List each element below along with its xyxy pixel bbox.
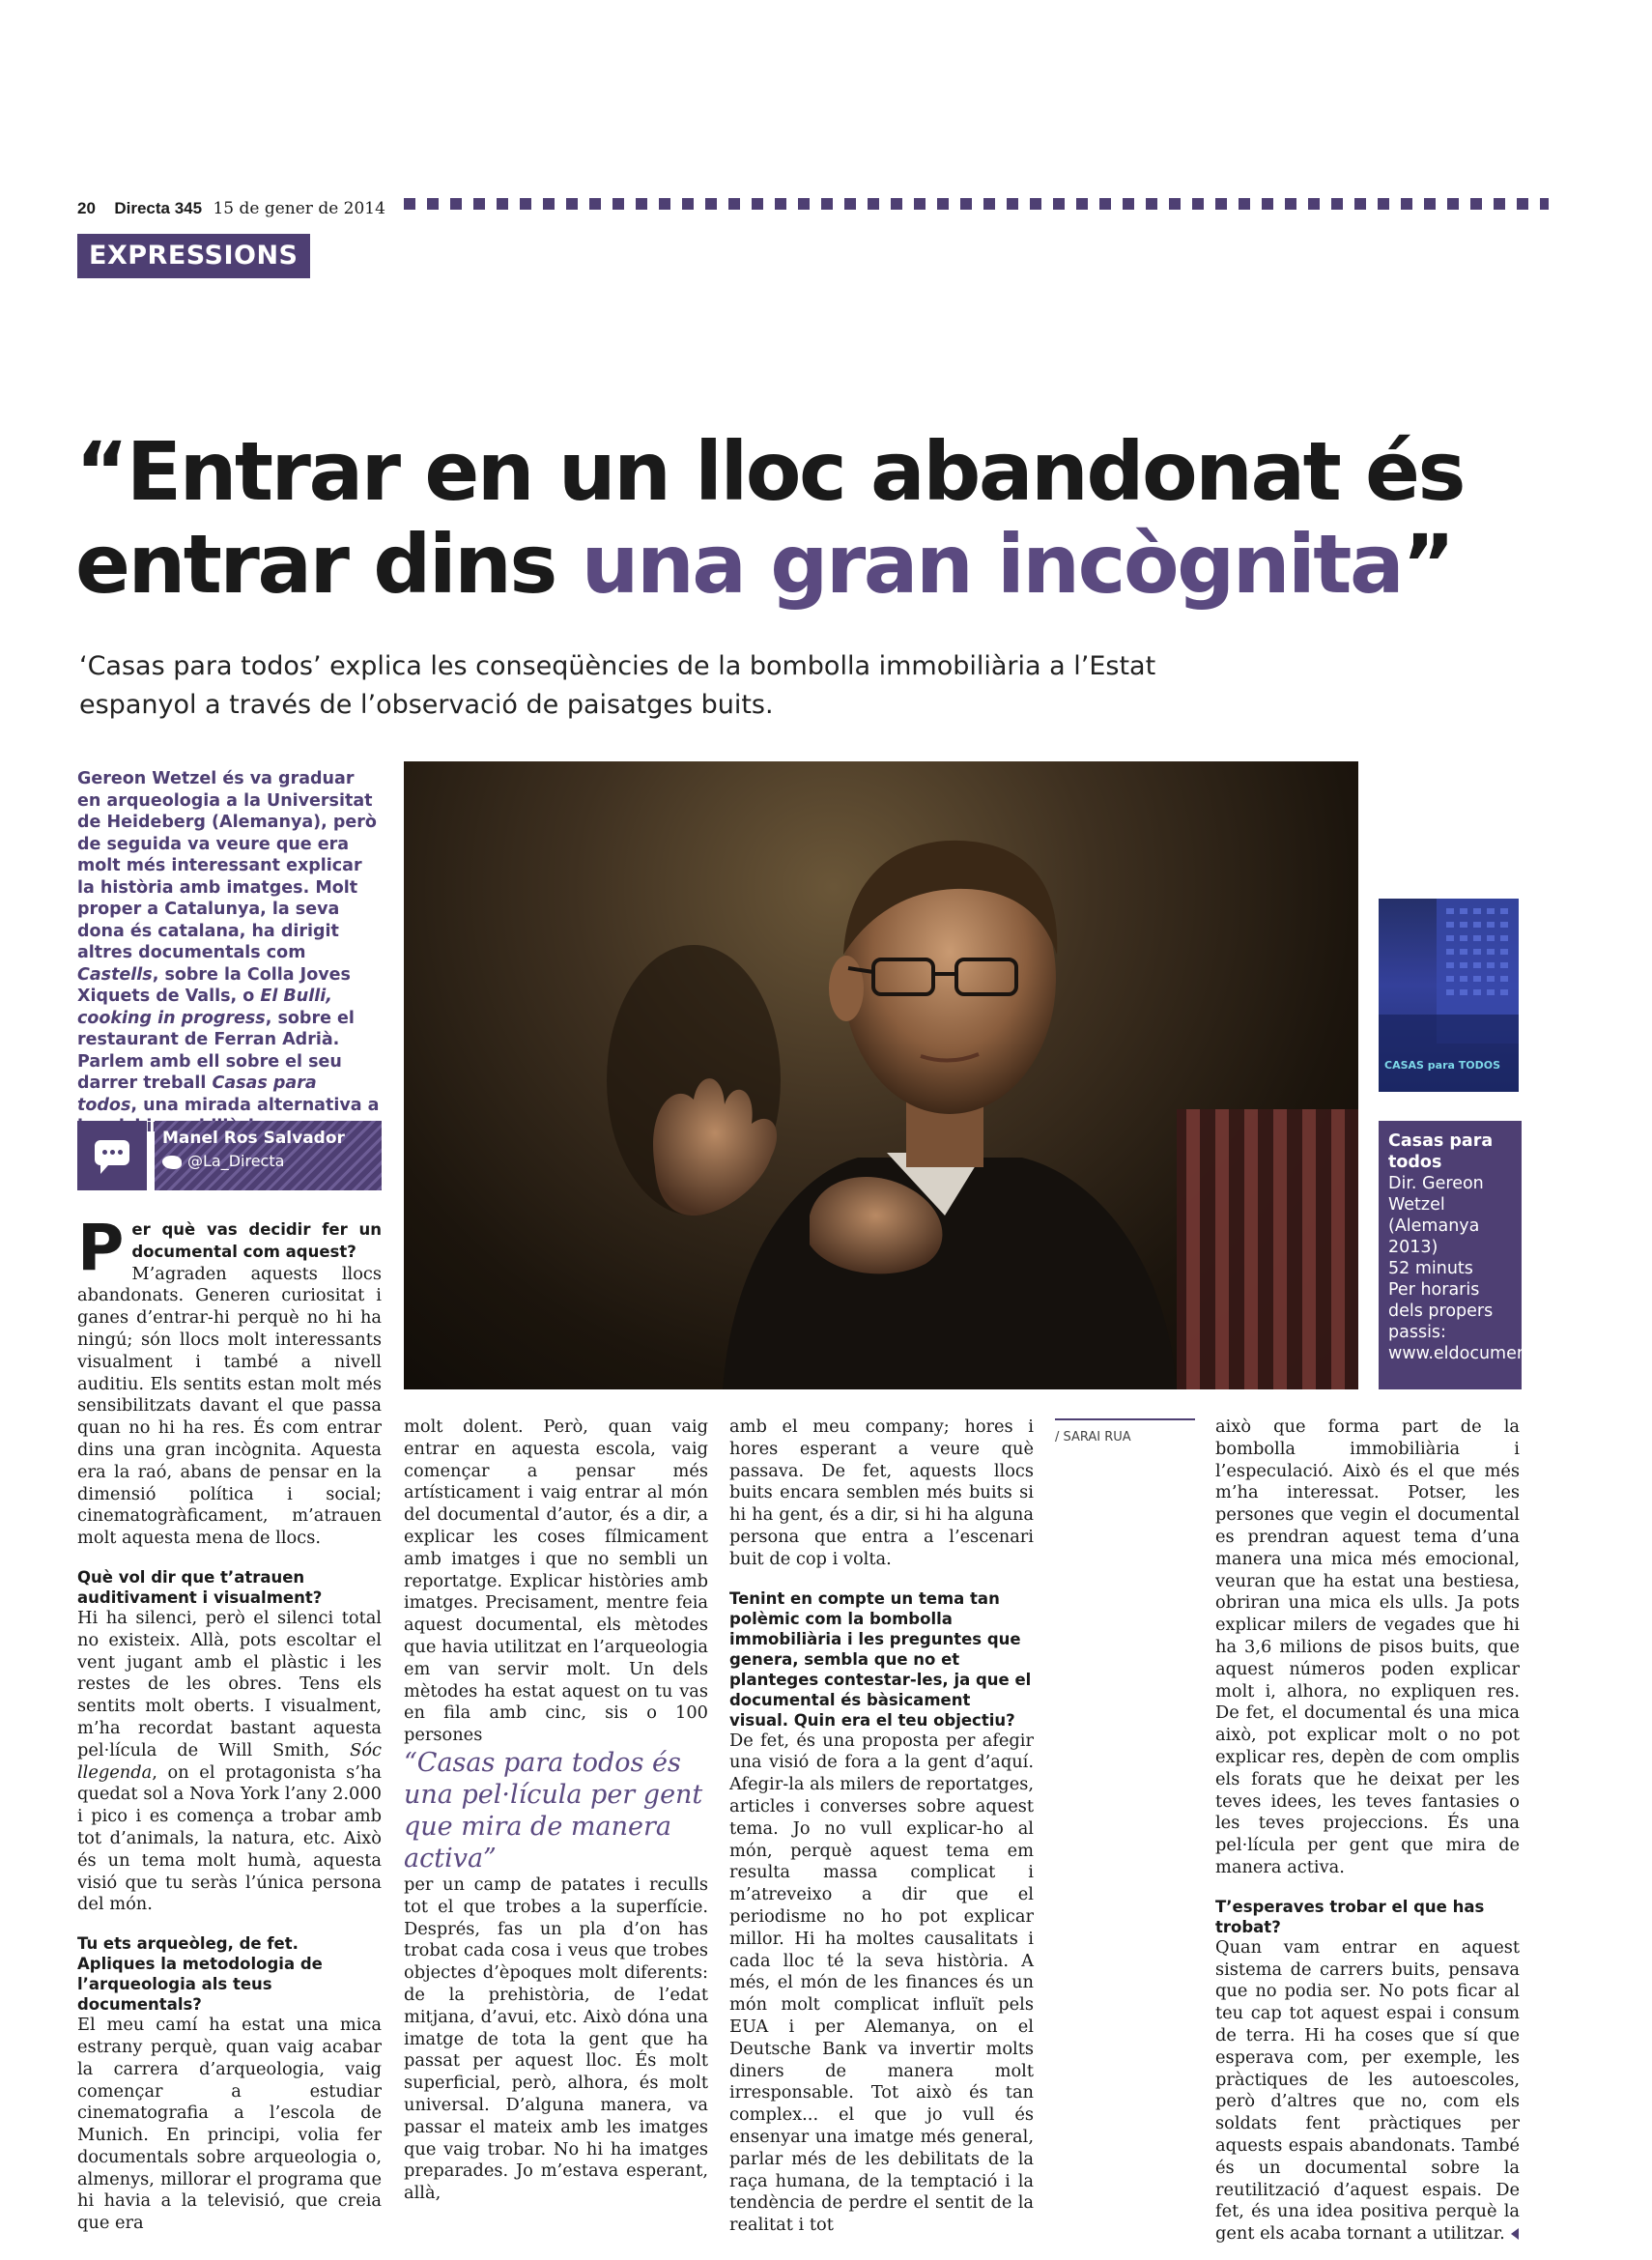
answer	[1215, 1937, 1520, 2246]
question: Què vol dir que t’atrauen auditivament i visualment?	[77, 1567, 323, 1607]
film-info-box	[1379, 1121, 1652, 1389]
author-handle[interactable]	[162, 1152, 374, 1170]
article-column-2	[404, 1416, 708, 2205]
drop-cap: P	[77, 1211, 125, 1285]
subheadline: ‘Casas para todos’ explica les conseqüències de la bombolla immobiliària a l’Estat espanyol a través de l’observació de paisatges buits.	[79, 651, 1156, 720]
headline-highlight: una gran incògnita	[581, 517, 1403, 612]
headline-part1: “Entrar en un lloc abandonat és entrar dins	[75, 424, 1465, 612]
answer-text: Quan vam entrar en aquest sistema de carrers buits, pensava que no podia ser. No pots ficar al teu cap tot aquest espai i consum de terra. Hi ha coses que sí que esperava com, per exemple, les pràctiques de les autoescoles, però d’altres que no, com els soldats fent pràctiques per aquests espais abandonats. També és un documental sobre la reutilització d’aquest espais. De fet, és una idea positiva perquè la gent els acaba tornant a utilitzar.	[1215, 1936, 1520, 2245]
answer-text: M’agraden aquests llocs abandonats. Generen curiositat i ganes d’entrar-hi perquè no hi ha ningú; són llocs molt interessants visualment i també a nivell auditiu. Els sentits estan molt més sensibilitzats davant el que passa quan no hi ha res. És com entrar dins una gran incògnita. Aquesta era la raó, abans de pensar en la dimensió política i social; cinematogràficament, m’atrauen molt aquesta mena de llocs.	[77, 1263, 382, 1549]
answer: per un camp de patates i reculls tot el que trobes a la superfície. Després, fas un pla d’on has trobat cada cosa i veus que trobes objectes d’èpoques molt diferents: de la prehistòria, de l’edat mitjana, d’avui, etc. Això dóna una imatge de tota la gent que ha passat per aquest lloc. És molt superficial, però, alhora, és molt universal. D’alguna manera, va passar el mateix amb les imatges que vaig trobar. No hi ha imatges preparades. Jo m’estava esperant, allà,	[404, 1874, 708, 2204]
intro-italic: Casas para todos	[77, 1073, 317, 1115]
intro-italic: Castells	[77, 964, 153, 985]
section-tag: EXPRESSIONS	[77, 234, 310, 278]
credit-rule	[1055, 1418, 1195, 1420]
publication-date: 15 de gener de 2014	[213, 199, 385, 218]
portrait-illustration	[404, 761, 1358, 1389]
film-duration: 52 minuts	[1388, 1259, 1473, 1278]
page-number: 20	[77, 199, 96, 217]
film-title: Casas para todos	[1388, 1131, 1494, 1172]
film-reference: Sóc llegenda	[77, 1739, 382, 1783]
author-name: Manel Ros Salvador	[162, 1129, 345, 1148]
question: T’esperaves trobar el que has trobat?	[1215, 1897, 1485, 1936]
article-column-1	[77, 1211, 382, 2235]
answer	[77, 1608, 382, 1916]
intro-italic: El Bulli, cooking in progress	[77, 987, 332, 1028]
end-of-article-icon	[1511, 2228, 1519, 2240]
answer: El meu camí ha estat una mica estrany perquè, quan vaig acabar la carrera d’arqueologia, vaig començar a estudiar cinematografia a l’escola de Munich. En principi, volia fer documentals sobre arqueologia o, almenys, millorar el programa que hi havia a la televisió, que creia que era	[77, 2015, 382, 2234]
answer-text: Hi ha silenci, però el silenci total no existeix. Allà, pots escoltar el vent jugant amb el plàstic i les restes de les obres. Tens els sentits molt oberts. I visualment, m’ha recordat bastant aquesta pel·lícula de Will Smith,	[77, 1607, 382, 1760]
film-poster	[1379, 899, 1519, 1092]
byline	[155, 1121, 382, 1190]
question: Tu ets arqueòleg, de fet. Apliques la metodologia de l’arqueologia als teus documentals?	[77, 1934, 323, 2015]
twitter-bird-icon	[162, 1156, 182, 1169]
headline-part2: ”	[1402, 517, 1453, 612]
intro-text: , sobre la Colla Joves Xiquets de Valls, o	[77, 964, 351, 1006]
author-handle-text: @La_Directa	[187, 1152, 285, 1170]
interview-photo	[404, 761, 1358, 1389]
question: er què vas decidir fer un documental com aquest?	[131, 1220, 382, 1261]
answer: amb el meu company; hores i hores esperant a veure què passava. De fet, aquests llocs buits encara semblen més buits si hi ha gent, és a dir, si hi ha alguna persona que entra a l’escenari buit de cop i volta.	[729, 1416, 1034, 1569]
answer: De fet, és una proposta per afegir una visió de fora a la gent d’aquí. Afegir-la als milers de reportatges, articles i converses sobre aquest tema. Jo no vull explicar-ho al món, perquè aquest tema em resulta massa complicat i m’atreveixo a dir que el periodisme no ho pot explicar millor. Hi ha moltes causalitats i cada lloc té la seva història. A més, el món de les finances és un món molt complicat influït pels EUA i per Alemanya, on el Deutsche Bank va invertir molts diners de manera molt irresponsable. Tot això és tan complex... el que jo vull és ensenyar una imatge més general, parlar més de les debilitats de la raça humana, de la temptació i la tendència de perdre el sentit de la realitat i tot	[729, 1730, 1034, 2236]
dotted-rule	[404, 198, 1549, 210]
intro-paragraph	[77, 768, 382, 1138]
film-screenings-info[interactable]: Per horaris dels propers passis: www.eldocumentaldelmes.com	[1388, 1280, 1652, 1363]
intro-text: , sobre el restaurant de Ferran Adrià. Parlem amb ell sobre el seu darrer treball	[77, 1008, 355, 1093]
page-meta	[77, 199, 385, 218]
film-director: Dir. Gereon Wetzel	[1388, 1174, 1484, 1215]
answer: molt dolent. Però, quan vaig entrar en aquesta escola, vaig començar a pensar més artísticament i vaig entrar al món del documental d’autor, és a dir, a explicar les coses fílmicament amb imatges i que no sembli un reportatge. Explicar històries amb imatges. Precisament, mentre feia aquest documental, els mètodes que havia utilitzat en l’arqueologia em van servir molt. Un dels mètodes ha estat aquest on tu vas en fila amb cinc, sis o 100 persones	[404, 1416, 708, 1746]
publication-name: Directa 345	[114, 199, 203, 217]
article-column-3	[729, 1416, 1034, 2237]
article-column-4	[1215, 1416, 1520, 2246]
interview-chat-icon	[77, 1121, 147, 1190]
poster-title: CASAS para TODOS	[1384, 1059, 1501, 1072]
film-country-year: (Alemanya 2013)	[1388, 1216, 1480, 1257]
answer: això que forma part de la bombolla immobiliària i l’especulació. Això és el que més m’ha interessat. Potser, les persones que vegin el documental es prendran aquest tema d’una manera una mica més emocional, veuran que ha estat una bestiesa, obriran una mica els ulls. Ja pots explicar milers de vegades que hi ha 3,6 milions de pisos buits, que aquest números poden explicar molt i, alhora, no expliquen res. De fet, el documental és una mica això, pot explicar molt o no pot explicar res, depèn de com omplis els forats que he deixat per les teves idees, les teves fantasies o les teves projeccions. És una pel·lícula per gent que mira de manera activa.	[1215, 1416, 1520, 1877]
question: Tenint en compte un tema tan polèmic com la bombolla immobiliària i les preguntes que genera, sembla que no et planteges contestar-les, ja que el documental és bàsicament visual. Quin era el teu objectiu?	[729, 1588, 1032, 1730]
photo-credit: / SARAI RUA	[1055, 1430, 1131, 1445]
intro-text: , una mirada alternativa a	[130, 1095, 380, 1115]
answer-text: , on el protagonista s’ha quedat sol a Nova York l’any 2.000 i pico i es comença a trobar amb tot d’animals, la natura, etc. Això és un tema molt humà, aquesta visió que tu seràs l’única persona del món.	[77, 1761, 382, 1915]
headline	[75, 425, 1553, 611]
intro-text: Gereon Wetzel és va graduar en arqueologia a la Universitat de Heideberg (Alemanya), però de seguida va veure que era molt més interessant explicar la història amb imatges. Molt proper a Catalunya, la seva dona és catalana, ha dirigit altres documentals com	[77, 769, 377, 962]
pull-quote: “Casas para todos és una pel·lícula per gent que mira de manera activa”	[404, 1747, 703, 1874]
